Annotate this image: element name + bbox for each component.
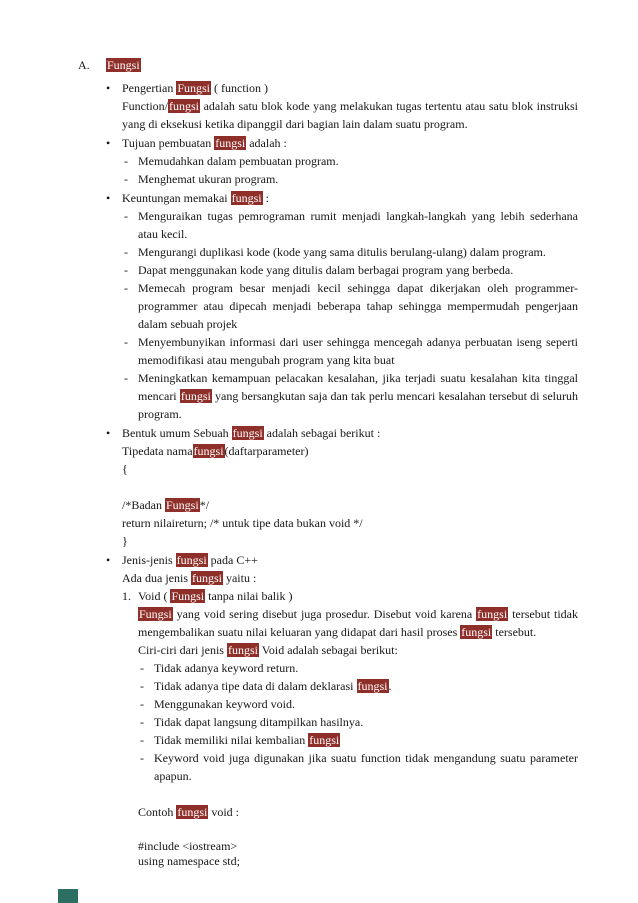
dash-icon: - <box>124 263 128 277</box>
text-content <box>154 715 363 729</box>
text-run: tersebut. <box>492 625 537 639</box>
search-highlight: fungsi <box>180 389 211 403</box>
text-run: Function/ <box>122 99 169 113</box>
text-run: . <box>388 679 392 693</box>
text-run: Jenis-jenis <box>122 553 176 567</box>
numtext-line <box>78 605 578 641</box>
numdash-line <box>78 731 578 749</box>
dash-line <box>78 279 578 333</box>
numdash-line <box>78 659 578 677</box>
text-run: Tidak adanya keyword return. <box>154 661 299 675</box>
text-content <box>106 58 141 72</box>
text-content <box>138 154 339 168</box>
search-highlight: fungsi <box>191 571 222 585</box>
text-content <box>138 839 237 853</box>
text-run: Dapat menggunakan kode yang ditulis dalam berbagai program yang berbeda. <box>138 263 514 277</box>
text-content <box>122 498 209 512</box>
dash-icon: - <box>140 715 144 729</box>
text-content <box>138 589 292 603</box>
text-content <box>154 697 295 711</box>
btext-line <box>78 496 578 514</box>
dash-icon: - <box>124 335 128 349</box>
search-highlight: fungsi <box>477 607 508 621</box>
text-content <box>122 444 308 458</box>
dash-icon: - <box>124 245 128 259</box>
text-run: using namespace std; <box>138 854 240 868</box>
text-run: Ciri-ciri dari jenis <box>138 643 227 657</box>
text-run: #include <iostream> <box>138 839 238 853</box>
text-content <box>154 661 298 675</box>
text-run: Contoh <box>138 805 177 819</box>
btext-line <box>78 532 578 550</box>
text-run: Keyword void juga digunakan jika suatu function tidak mengandung suatu parameter apapun. <box>154 751 578 783</box>
search-highlight: fungsi <box>232 426 263 440</box>
text-run: Pengertian <box>122 81 177 95</box>
corner-watermark-icon <box>58 889 78 903</box>
text-content <box>138 209 578 241</box>
text-content <box>122 571 256 585</box>
text-content <box>138 805 239 819</box>
search-highlight: Fungsi <box>171 589 205 603</box>
bullet-line <box>78 79 578 97</box>
text-run: Menghemat ukuran program. <box>138 172 279 186</box>
search-highlight: fungsi <box>177 805 208 819</box>
text-run: yang void sering disebut juga prosedur. Disebut void karena <box>172 607 477 621</box>
dash-icon: - <box>124 172 128 186</box>
text-content <box>122 462 128 476</box>
numdash-line <box>78 695 578 713</box>
btext-line <box>78 460 578 478</box>
number-label: 1. <box>122 589 131 603</box>
text-content <box>138 371 578 421</box>
text-content <box>138 263 513 277</box>
dash-icon: - <box>140 661 144 675</box>
text-run: Tidak memiliki nilai kembalian <box>154 733 309 747</box>
search-highlight: Fungsi <box>166 498 199 512</box>
text-run: Mengurangi duplikasi kode (kode yang sama ditulis berulang-ulang) dalam program. <box>138 245 546 259</box>
blank-line <box>78 821 578 839</box>
text-run: Menguraikan tugas pemrograman rumit menjadi langkah-langkah yang lebih sederhana atau kecil. <box>138 209 578 241</box>
text-run: adalah satu blok kode yang melakukan tugas tertentu atau satu blok instruksi yang di eksekusi ketika dipanggil dari bagian lain dalam suatu program. <box>122 99 578 131</box>
text-content <box>154 751 578 783</box>
numdash-line <box>78 749 578 785</box>
numtext-line <box>78 803 578 821</box>
text-content <box>138 643 398 657</box>
text-content <box>122 136 287 150</box>
text-run: Tujuan pembuatan <box>122 136 215 150</box>
dash-icon: - <box>124 371 128 385</box>
text-content <box>138 335 578 367</box>
text-content <box>138 245 546 259</box>
search-highlight: Fungsi <box>177 81 211 95</box>
search-highlight: fungsi <box>215 136 246 150</box>
search-highlight: fungsi <box>193 444 224 458</box>
numtext-line <box>78 854 578 869</box>
text-run: : <box>262 191 269 205</box>
text-content <box>122 516 363 530</box>
search-highlight: fungsi <box>169 99 200 113</box>
dash-line <box>78 369 578 423</box>
btext-line <box>78 569 578 587</box>
dash-icon: - <box>140 697 144 711</box>
text-run: pada C++ <box>207 553 258 567</box>
text-run: Void ( <box>138 589 171 603</box>
dash-icon: - <box>124 209 128 223</box>
text-run: Bentuk umum Sebuah <box>122 426 232 440</box>
search-highlight: fungsi <box>176 553 207 567</box>
text-run: } <box>122 534 128 548</box>
text-content <box>138 172 278 186</box>
btext-line <box>78 442 578 460</box>
num-line <box>78 587 578 605</box>
dash-line <box>78 243 578 261</box>
dash-icon: - <box>140 733 144 747</box>
dash-line <box>78 207 578 243</box>
text-run: { <box>122 462 128 476</box>
bullet-icon: • <box>106 136 111 150</box>
text-run: Menggunakan keyword void. <box>154 697 295 711</box>
text-run: ( function ) <box>211 81 268 95</box>
dash-icon: - <box>124 154 128 168</box>
text-run: tanpa nilai balik ) <box>205 589 293 603</box>
text-run: Keuntungan memakai <box>122 191 231 205</box>
text-run: void : <box>208 805 240 819</box>
search-highlight: fungsi <box>309 733 340 747</box>
dash-line <box>78 152 578 170</box>
blank-line <box>78 785 578 803</box>
bullet-line <box>78 551 578 569</box>
text-run: adalah sebagai berikut : <box>263 426 381 440</box>
numdash-line <box>78 677 578 695</box>
text-content <box>138 854 240 868</box>
btext-line <box>78 97 578 133</box>
section-label: A. <box>78 58 90 72</box>
text-content <box>122 191 269 205</box>
search-highlight: Fungsi <box>139 607 172 621</box>
text-content <box>138 281 578 331</box>
numtext-line <box>78 641 578 659</box>
text-run: Tipedata nama <box>122 444 193 458</box>
search-highlight: fungsi <box>357 679 388 693</box>
dash-icon: - <box>140 679 144 693</box>
search-highlight: fungsi <box>231 191 262 205</box>
text-run: Void adalah sebagai berikut: <box>258 643 398 657</box>
text-run: Menyembunyikan informasi dari user sehingga mencegah adanya perbuatan iseng seperti memodifikasi atau mengubah program yang kita buat <box>138 335 578 367</box>
text-run: return nilaireturn; /* untuk tipe data bukan void */ <box>122 516 363 530</box>
dash-line <box>78 261 578 279</box>
bullet-icon: • <box>106 553 111 567</box>
text-run: Meningkatkan kemampuan pelacakan kesalahan, jika terjadi suatu kesalahan kita tinggal mencari <box>138 371 578 403</box>
text-content <box>154 679 392 693</box>
text-run: Tidak dapat langsung ditampilkan hasilnya. <box>154 715 364 729</box>
text-run: */ <box>199 498 210 512</box>
text-run: yaitu : <box>222 571 257 585</box>
text-content <box>122 81 268 95</box>
bullet-icon: • <box>106 426 111 440</box>
blank-line <box>78 478 578 496</box>
text-content <box>122 99 578 131</box>
text-run: Memecah program besar menjadi kecil sehingga dapat dikerjakan oleh programmer-programmer atau dipecah menjadi beberapa tahap sehingga mempermudah pengerjaan dalam sebuah projek <box>138 281 578 331</box>
dash-line <box>78 333 578 369</box>
text-run: adalah : <box>246 136 287 150</box>
search-highlight: fungsi <box>227 643 258 657</box>
text-content <box>122 426 380 440</box>
search-highlight: Fungsi <box>107 58 140 72</box>
text-run: Ada dua jenis <box>122 571 191 585</box>
text-content <box>154 733 340 747</box>
numdash-line <box>78 713 578 731</box>
search-highlight: fungsi <box>461 625 492 639</box>
text-run: /*Badan <box>122 498 165 512</box>
section-heading <box>78 56 578 74</box>
dash-icon: - <box>140 751 144 765</box>
bullet-line <box>78 424 578 442</box>
text-run: Tidak adanya tipe data di dalam deklarasi <box>154 679 357 693</box>
text-content <box>122 553 258 567</box>
text-run: Memudahkan dalam pembuatan program. <box>138 154 339 168</box>
numtext-line <box>78 839 578 854</box>
bullet-line <box>78 134 578 152</box>
document-body <box>78 56 578 869</box>
text-run: (daftarparameter) <box>224 444 309 458</box>
btext-line <box>78 514 578 532</box>
dash-icon: - <box>124 281 128 295</box>
text-run: yang bersangkutan saja dan tak perlu mencari kesalahan tersebut di seluruh program. <box>138 389 578 421</box>
text-run: tersebut tidak mengembalikan suatu nilai keluaran yang didapat dari hasil proses <box>138 607 578 639</box>
bullet-icon: • <box>106 81 111 95</box>
text-content <box>138 607 578 639</box>
dash-line <box>78 170 578 188</box>
bullet-line <box>78 189 578 207</box>
bullet-icon: • <box>106 191 111 205</box>
text-content <box>122 534 128 548</box>
